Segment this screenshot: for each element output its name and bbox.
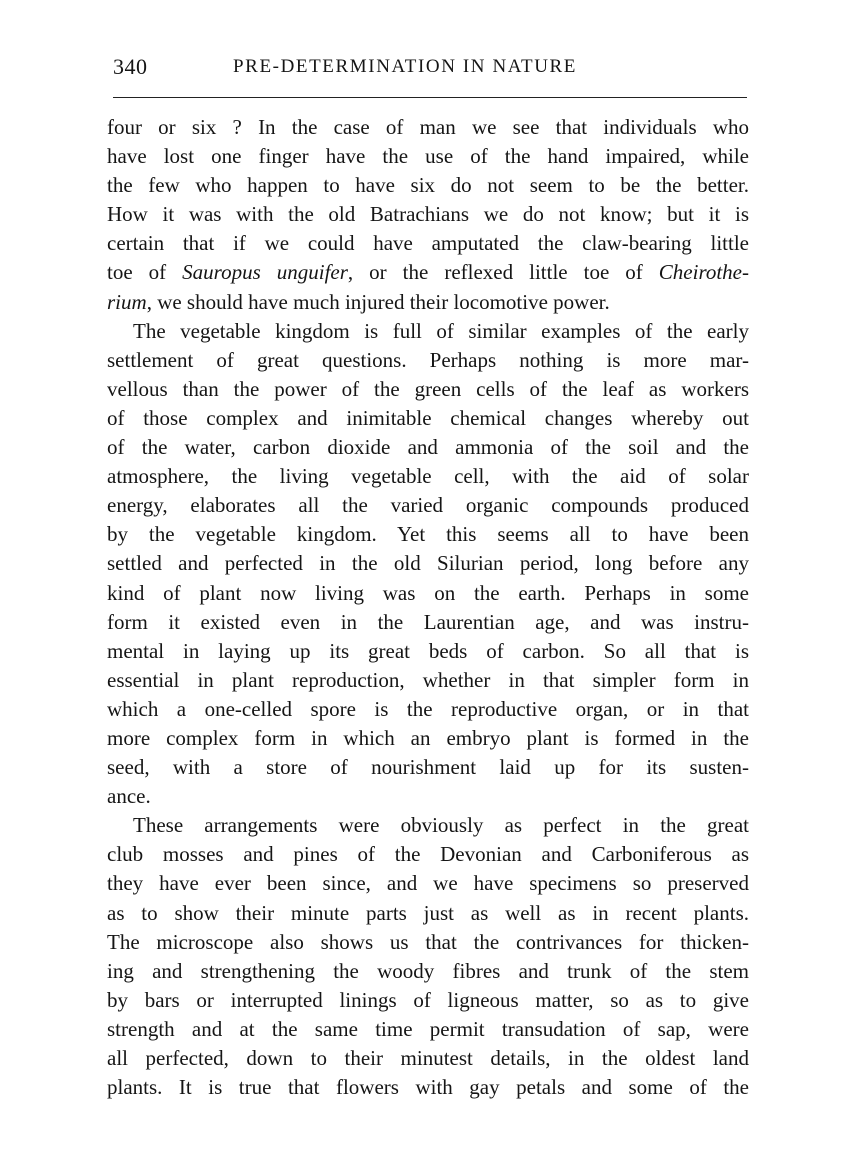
- header-rule: [113, 97, 747, 98]
- paragraph-3: [107, 811, 749, 1102]
- text-line: of the water, carbon dioxide and ammonia of the soil and the: [107, 435, 749, 460]
- text-line: energy, elaborates all the varied organic compounds produced: [107, 493, 749, 518]
- text-line: strength and at the same time permit transudation of sap, were: [107, 1016, 749, 1041]
- genus-name: Cheirothe-: [658, 260, 749, 285]
- genus-name-end: rium: [107, 289, 147, 314]
- text-line: The microscope also shows us that the contrivances for thicken-: [107, 929, 749, 954]
- text-line: settlement of great questions. Perhaps nothing is more mar-: [107, 347, 749, 372]
- paragraph-1: [107, 113, 749, 317]
- text-line: ance.: [107, 784, 151, 809]
- text-line: How it was with the old Batrachians we do not know; but it is: [107, 202, 749, 227]
- text-line: vellous than the power of the green cells of the leaf as workers: [107, 376, 749, 401]
- text-line: The vegetable kingdom is full of similar examples of the early: [133, 318, 749, 343]
- page-number: 340: [113, 54, 148, 79]
- running-head: PRE-DETERMINATION IN NATURE: [233, 56, 578, 77]
- text-line: four or six ? In the case of man we see that individuals who: [107, 115, 749, 139]
- text-line: mental in laying up its great beds of carbon. So all that is: [107, 638, 749, 663]
- text-line: plants. It is true that flowers with gay petals and some of the: [107, 1075, 749, 1100]
- paragraph-2: [107, 317, 749, 812]
- text-line: as to show their minute parts just as well as in recent plants.: [107, 900, 749, 925]
- text-line: ing and strengthening the woody fibres and trunk of the stem: [107, 958, 749, 983]
- text-line: more complex form in which an embryo plant is formed in the: [107, 725, 749, 750]
- text-line: by bars or interrupted linings of ligneous matter, so as to give: [107, 987, 749, 1012]
- text-line: toe of Sauropus unguifer, or the reflexed little toe of Cheirothe-: [107, 260, 749, 285]
- species-name: Sauropus unguifer: [182, 260, 348, 285]
- text-line: which a one-celled spore is the reproductive organ, or in that: [107, 696, 749, 721]
- text-line: kind of plant now living was on the earth. Perhaps in some: [107, 580, 749, 605]
- text-line: of those complex and inimitable chemical changes whereby out: [107, 405, 749, 430]
- text-line: form it existed even in the Laurentian age, and was instru-: [107, 609, 749, 634]
- text-line: rium, we should have much injured their locomotive power.: [107, 289, 610, 314]
- text-line: essential in plant reproduction, whether in that simpler form in: [107, 667, 749, 692]
- text-line: atmosphere, the living vegetable cell, with the aid of solar: [107, 464, 749, 489]
- text-line: by the vegetable kingdom. Yet this seems all to have been: [107, 522, 749, 547]
- text-line: These arrangements were obviously as perfect in the great: [133, 813, 749, 838]
- text-line: club mosses and pines of the Devonian and Carboniferous as: [107, 842, 749, 867]
- page-header: [113, 54, 747, 84]
- text-line: have lost one finger have the use of the hand impaired, while: [107, 144, 749, 169]
- text-line: settled and perfected in the old Silurian period, long before any: [107, 551, 749, 576]
- body-text: [107, 113, 749, 1102]
- text-line: certain that if we could have amputated the claw-bearing little: [107, 231, 749, 256]
- text-line: seed, with a store of nourishment laid up for its susten-: [107, 755, 749, 780]
- text-line: they have ever been since, and we have specimens so preserved: [107, 871, 749, 896]
- text-line: all perfected, down to their minutest details, in the oldest land: [107, 1046, 749, 1070]
- text-line: the few who happen to have six do not seem to be the better.: [107, 173, 749, 198]
